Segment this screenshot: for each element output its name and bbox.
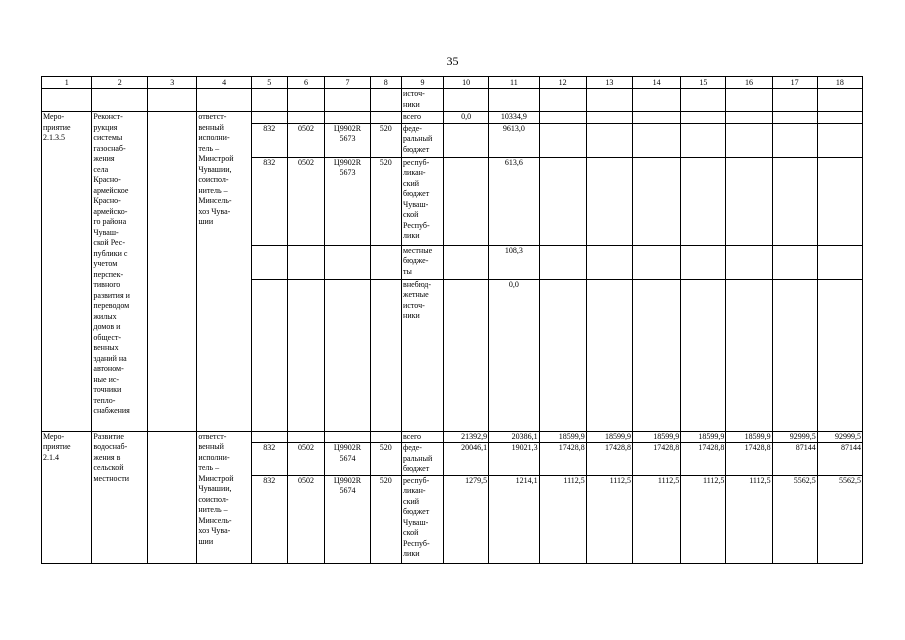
value-cell: 20046,1 <box>444 443 489 476</box>
code-cell <box>370 112 401 124</box>
source-cell: внебюд- жетные источ- ники <box>402 279 444 431</box>
code-cell <box>251 112 287 124</box>
value-cell: 5562,5 <box>772 475 817 563</box>
source-cell: всего <box>402 431 444 443</box>
header-cell: 16 <box>726 77 772 89</box>
table-row <box>42 112 863 124</box>
value-cell: 0,0 <box>444 112 489 124</box>
code-cell: 0502 <box>287 475 325 563</box>
code-cell: 832 <box>251 443 287 476</box>
table-row <box>42 431 863 443</box>
code-cell <box>325 279 370 431</box>
value-cell <box>444 279 489 431</box>
header-cell: 3 <box>148 77 197 89</box>
code-cell <box>325 431 370 443</box>
value-cell: 87144 <box>817 443 862 476</box>
value-cell: 18599,9 <box>726 431 772 443</box>
responsible-cell: ответст- венный исполни- тель – Минстрой Чувашии, соиспол- нитель – Минсель- хоз Чува- шии <box>197 431 252 563</box>
value-cell: 92999,5 <box>772 431 817 443</box>
header-cell: 13 <box>586 77 632 89</box>
measure-number-cell: Меро- приятие 2.1.3.5 <box>42 112 92 432</box>
header-cell: 6 <box>287 77 325 89</box>
header-cell: 17 <box>772 77 817 89</box>
code-cell <box>251 279 287 431</box>
header-cell: 7 <box>325 77 370 89</box>
header-cell: 8 <box>370 77 401 89</box>
value-cell: 1112,5 <box>632 475 680 563</box>
value-cell: 0,0 <box>489 279 539 431</box>
code-cell: Ц9902R 5674 <box>325 443 370 476</box>
code-cell <box>325 245 370 279</box>
code-cell: Ц9902R 5673 <box>325 123 370 157</box>
value-cell: 21392,9 <box>444 431 489 443</box>
source-cell: феде- ральный бюджет <box>402 123 444 157</box>
value-cell <box>444 157 489 245</box>
code-cell <box>325 112 370 124</box>
value-cell: 17428,8 <box>681 443 726 476</box>
measure-title-cell: Развитие водоснаб- жения в сельской местности <box>92 431 148 563</box>
header-cell: 4 <box>197 77 252 89</box>
value-cell: 1112,5 <box>586 475 632 563</box>
value-cell: 92999,5 <box>817 431 862 443</box>
value-cell: 17428,8 <box>586 443 632 476</box>
value-cell: 17428,8 <box>632 443 680 476</box>
value-cell <box>444 245 489 279</box>
code-cell: 520 <box>370 123 401 157</box>
source-cell: феде- ральный бюджет <box>402 443 444 476</box>
header-cell: 9 <box>402 77 444 89</box>
code-cell <box>287 431 325 443</box>
value-cell: 20386,1 <box>489 431 539 443</box>
code-cell: 520 <box>370 443 401 476</box>
header-cell: 15 <box>681 77 726 89</box>
table-row <box>42 89 863 112</box>
value-cell: 18599,9 <box>632 431 680 443</box>
code-cell <box>370 245 401 279</box>
value-cell: 9613,0 <box>489 123 539 157</box>
value-cell: 613,6 <box>489 157 539 245</box>
budget-table <box>41 76 863 564</box>
page-number: 35 <box>446 54 459 68</box>
measure-number-cell: Меро- приятие 2.1.4 <box>42 431 92 563</box>
code-cell <box>251 245 287 279</box>
value-cell: 1112,5 <box>681 475 726 563</box>
code-cell <box>370 431 401 443</box>
measure-title-cell: Реконст- рукция системы газоснаб- жения села Красно- армейское Красно- армейско- го района Чуваш- ской Рес- публики с учетом перспек- тивного развития и переводом жилых домов и общест- венных зданий на автоном- ные ис- точники тепло- снабжения <box>92 112 148 432</box>
code-cell <box>251 431 287 443</box>
value-cell <box>444 123 489 157</box>
header-cell: 11 <box>489 77 539 89</box>
code-cell: 520 <box>370 475 401 563</box>
value-cell: 1214,1 <box>489 475 539 563</box>
empty-cell <box>148 431 197 563</box>
value-cell: 5562,5 <box>817 475 862 563</box>
code-cell: Ц9902R 5674 <box>325 475 370 563</box>
code-cell <box>370 279 401 431</box>
code-cell: 0502 <box>287 123 325 157</box>
code-cell <box>287 279 325 431</box>
header-cell: 2 <box>92 77 148 89</box>
value-cell: 18599,9 <box>681 431 726 443</box>
value-cell: 17428,8 <box>726 443 772 476</box>
responsible-cell: ответст- венный исполни- тель – Минстрой Чувашии, соиспол- нитель – Минсель- хоз Чува- шии <box>197 112 252 432</box>
source-cell: респуб- ликан- ский бюджет Чуваш- ской Респуб- лики <box>402 475 444 563</box>
value-cell: 17428,8 <box>539 443 586 476</box>
value-cell: 1279,5 <box>444 475 489 563</box>
code-cell <box>287 112 325 124</box>
header-cell: 5 <box>251 77 287 89</box>
source-cell: всего <box>402 112 444 124</box>
empty-cell <box>148 112 197 432</box>
value-cell: 19021,3 <box>489 443 539 476</box>
source-cell: источ- ники <box>402 89 444 112</box>
code-cell: 0502 <box>287 157 325 245</box>
value-cell: 1112,5 <box>726 475 772 563</box>
header-cell: 18 <box>817 77 862 89</box>
code-cell: 832 <box>251 157 287 245</box>
value-cell: 108,3 <box>489 245 539 279</box>
value-cell: 1112,5 <box>539 475 586 563</box>
value-cell: 18599,9 <box>539 431 586 443</box>
value-cell: 10334,9 <box>489 112 539 124</box>
header-cell: 12 <box>539 77 586 89</box>
source-cell: местные бюдже- ты <box>402 245 444 279</box>
code-cell: Ц9902R 5673 <box>325 157 370 245</box>
header-cell: 1 <box>42 77 92 89</box>
code-cell: 0502 <box>287 443 325 476</box>
code-cell: 832 <box>251 123 287 157</box>
column-number-row <box>42 77 863 89</box>
value-cell: 18599,9 <box>586 431 632 443</box>
source-cell: респуб- ликан- ский бюджет Чуваш- ской Респуб- лики <box>402 157 444 245</box>
code-cell <box>287 245 325 279</box>
header-cell: 14 <box>632 77 680 89</box>
code-cell: 832 <box>251 475 287 563</box>
value-cell: 87144 <box>772 443 817 476</box>
code-cell: 520 <box>370 157 401 245</box>
header-cell: 10 <box>444 77 489 89</box>
